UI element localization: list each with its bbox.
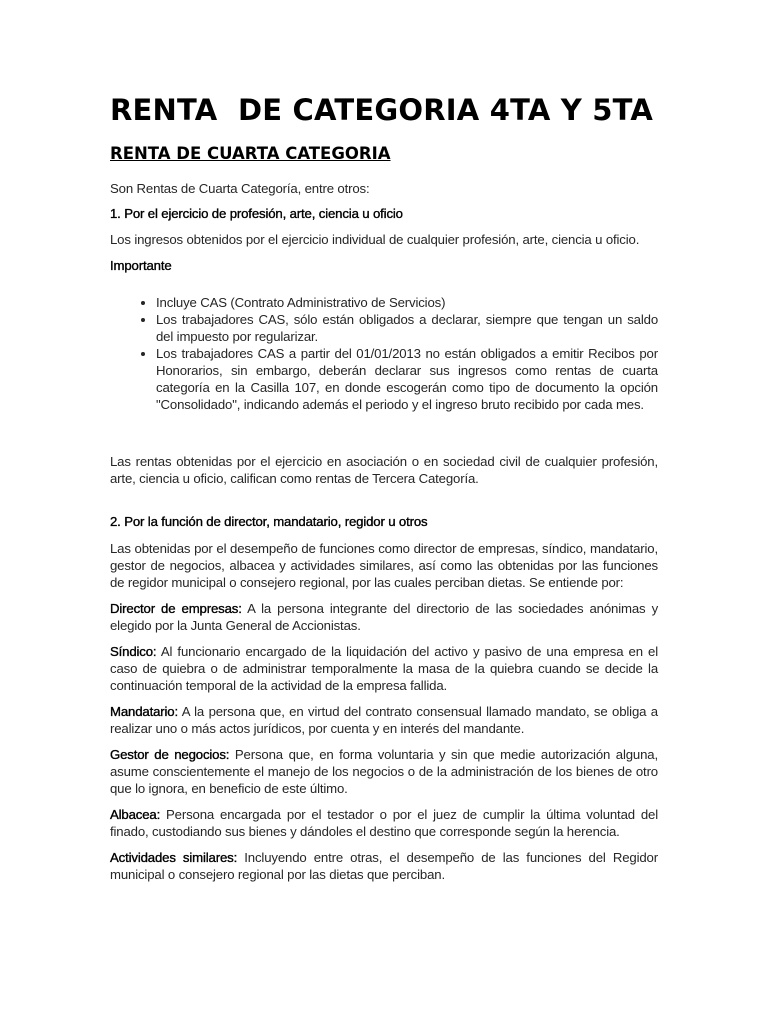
important-list (110, 294, 658, 413)
definition-term: Actividades similares: (110, 850, 238, 865)
definition-term: Albacea: (110, 807, 161, 822)
definition-gestor (110, 746, 658, 797)
item1-text: Los ingresos obtenidos por el ejercicio individual de cualquier profesión, arte, ciencia u oficio. (110, 232, 640, 247)
page-title: RENTA DE CATEGORIA 4TA Y 5TA (110, 93, 654, 127)
item2-heading: 2. Por la función de director, mandatario, regidor u otros (110, 514, 428, 529)
definition-term: Síndico: (110, 644, 157, 659)
definition-term: Director de empresas: (110, 601, 242, 616)
definition-actividades (110, 849, 658, 883)
definition-text: A la persona que, en virtud del contrato consensual llamado mandato, se obliga a realizar uno o más actos jurídicos, por cuenta y en interés del mandante. (110, 704, 658, 736)
definition-director (110, 600, 658, 634)
definition-mandatario (110, 703, 658, 737)
definition-text: Incluyendo entre otras, el desempeño de las funciones del Regidor municipal o consejero regional por las dietas que perciban. (110, 850, 658, 882)
important-label: Importante (110, 258, 172, 273)
definition-term: Mandatario: (110, 704, 178, 719)
definition-text: Persona que, en forma voluntaria y sin que medie autorización alguna, asume conscientemente el manejo de los negocios o de la administración de los bienes de otro que lo ignora, en beneficio de este último. (110, 747, 658, 796)
item1-heading: 1. Por el ejercicio de profesión, arte, ciencia u oficio (110, 206, 403, 221)
list-item: • Los trabajadores CAS a partir del 01/01/2013 no están obligados a emitir Recibos por Honorarios, sin embargo, deberán declarar sus ingresos como rentas de cuarta categoría en la Casilla 107, en donde escogerán como tipo de documento la opción "Consolidado", indicando además el periodo y el ingreso bruto recibido por cada mes. (156, 345, 658, 413)
definition-text: A la persona integrante del directorio de las sociedades anónimas y elegido por la Junta General de Accionistas. (110, 601, 659, 633)
item2-text: Las obtenidas por el desempeño de funciones como director de empresas, síndico, mandatario, gestor de negocios, albacea y actividades similares, así como las obtenidas por las funciones de regidor municipal o consejero regional, por las cuales perciban dietas. Se entiende por: (110, 541, 658, 590)
definition-albacea (110, 806, 658, 840)
definition-term: Gestor de negocios: (110, 747, 230, 762)
intro-text: Son Rentas de Cuarta Categoría, entre otros: (110, 181, 370, 196)
section-title: RENTA DE CUARTA CATEGORIA (110, 144, 391, 163)
definition-sindico (110, 643, 658, 694)
list-item: • Los trabajadores CAS, sólo están obligados a declarar, siempre que tengan un saldo del impuesto por regularizar. (156, 311, 658, 345)
list-item: • Incluye CAS (Contrato Administrativo de Servicios) (156, 294, 658, 311)
definition-text: Persona encargada por el testador o por el juez de cumplir la última voluntad del finado, custodiando sus bienes y dándoles el destino que corresponde según la herencia. (110, 807, 658, 839)
association-note: Las rentas obtenidas por el ejercicio en asociación o en sociedad civil de cualquier profesión, arte, ciencia u oficio, califican como rentas de Tercera Categoría. (110, 454, 658, 486)
definition-text: Al funcionario encargado de la liquidación del activo y pasivo de una empresa en el caso de quiebra o de administrar temporalmente la masa de la quiebra cuando se decide la continuación temporal de la actividad de la empresa fallida. (110, 644, 658, 693)
